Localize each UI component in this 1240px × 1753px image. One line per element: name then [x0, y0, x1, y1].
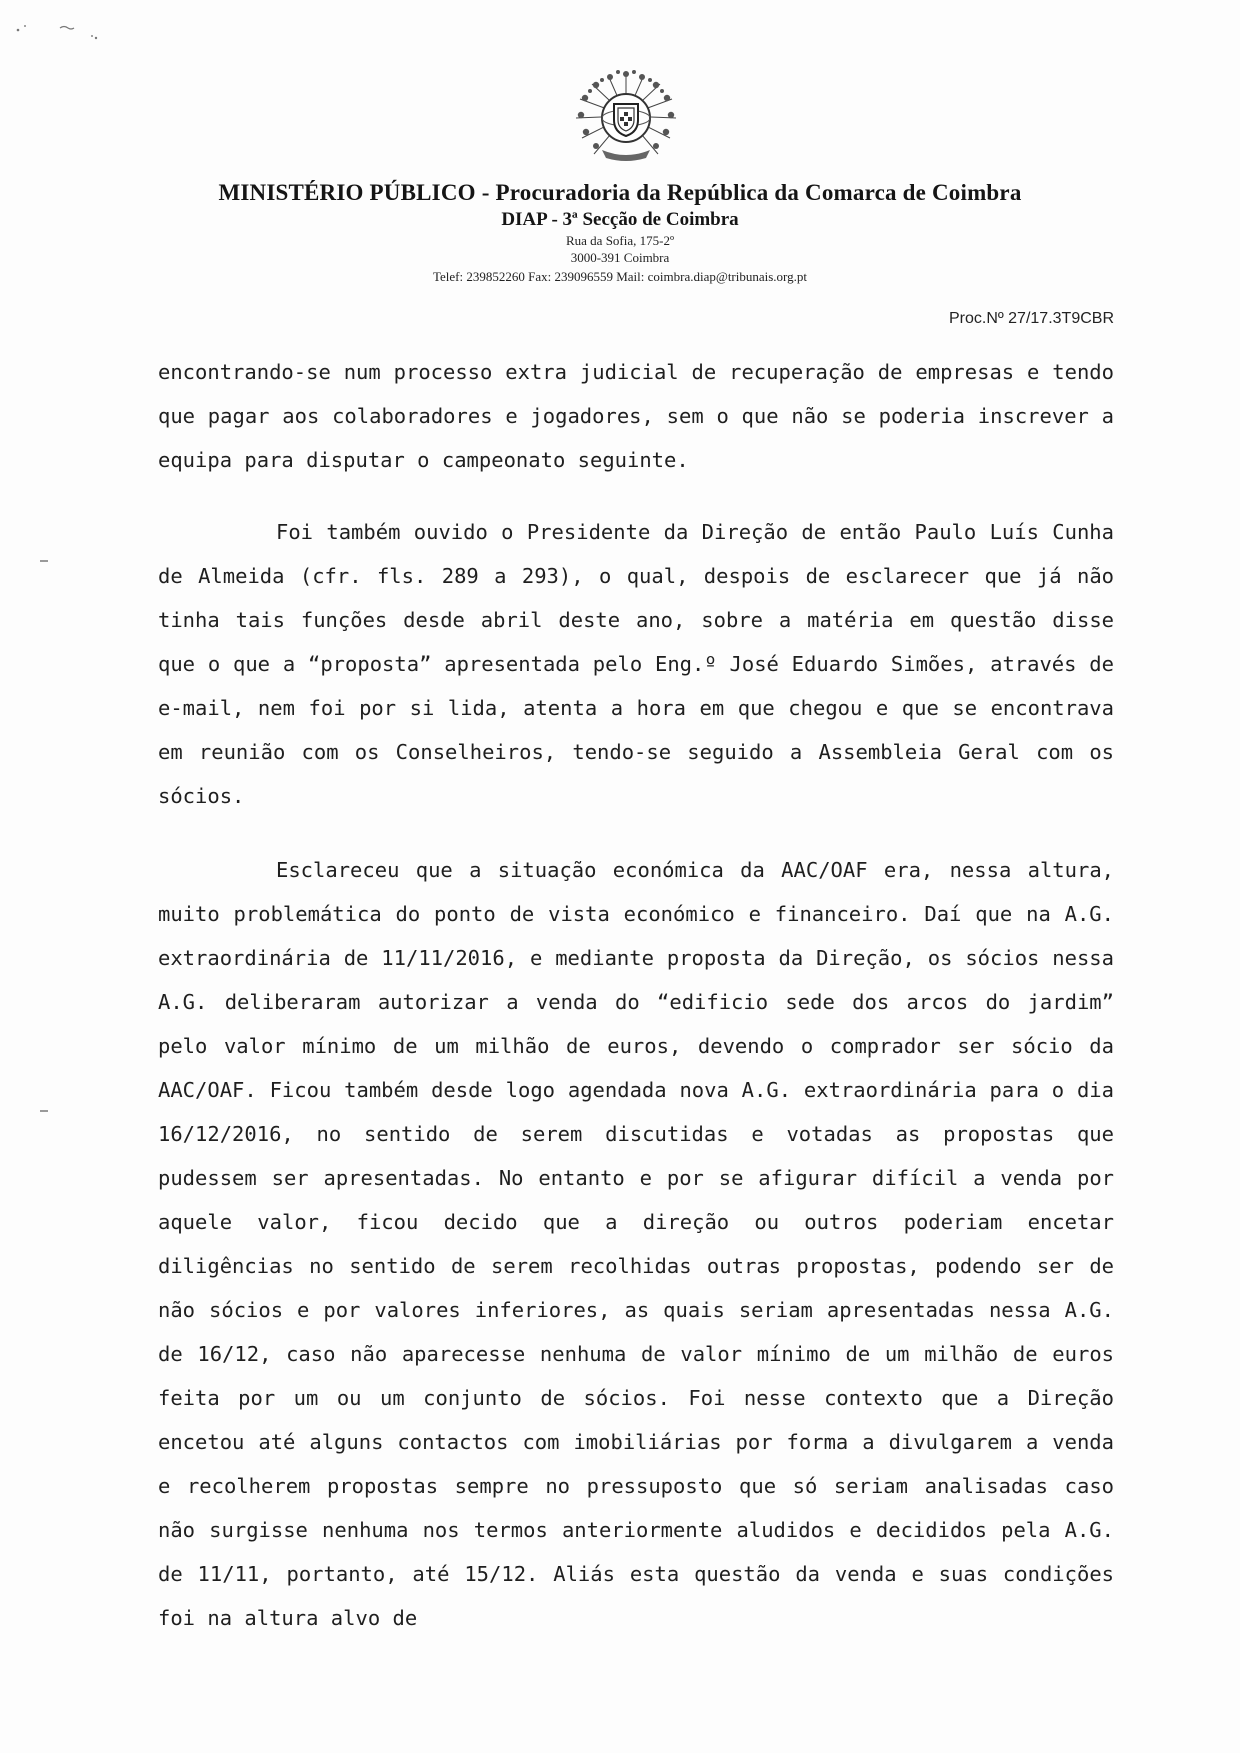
process-reference: Proc.Nº 27/17.3T9CBR [948, 310, 1114, 327]
coat-of-arms-emblem [566, 66, 686, 176]
letterhead [0, 178, 1240, 285]
margin-mark [40, 1110, 48, 1112]
document-body [158, 350, 1114, 1640]
body-paragraph: Esclareceu que a situação económica da AAC/OAF era, nessa altura, muito problemática do ponto de vista económico e financeiro. Daí que na A.G. extraordinária de 11/11/2016, e mediante proposta da Direção, os sócios nessa A.G. deliberaram autorizar a venda do “edificio sede dos arcos do jardim” pelo valor mínimo de um milhão de euros, devendo o comprador ser sócio da AAC/OAF. Ficou também desde logo agendada nova A.G. extraordinária para o dia 16/12/2016, no sentido de serem discutidas e votadas as propostas que pudessem ser apresentadas. No entanto e por se afigurar difícil a venda por aquele valor, ficou decido que a direção ou outros poderiam encetar diligências no sentido de serem recolhidas outras propostas, podendo ser de não sócios e por valores inferiores, as quais seriam apresentadas nessa A.G. de 16/12, caso não aparecesse nenhuma de valor mínimo de um milhão de euros feita por um ou um conjunto de sócios. Foi nesse contexto que a Direção encetou até alguns contactos com imobiliárias por forma a divulgarem a venda e recolherem propostas sempre no pressuposto que só seriam analisadas caso não surgisse nenhuma nos termos anteriormente aludidos e decididos pela A.G. de 11/11, portanto, até 15/12. Aliás esta questão da venda e suas condições foi na altura alvo de [158, 858, 1114, 1630]
address-city: 3000-391 Coimbra [570, 250, 670, 265]
body-paragraph: Foi também ouvido o Presidente da Direção de então Paulo Luís Cunha de Almeida (cfr. fls. 289 a 293), o qual, despois de esclarecer que já não tinha tais funções desde abril deste ano, sobre a matéria em questão disse que o que a “proposta” apresentada pelo Eng.º José Eduardo Simões, através de e-mail, nem foi por si lida, atenta a hora em que chegou e que se encontrava em reunião com os Conselheiros, tendo-se seguido a Assembleia Geral com os sócios. [158, 520, 1114, 808]
address-street: Rua da Sofia, 175-2º [565, 233, 674, 248]
section-name: DIAP - 3ª Secção de Coimbra [501, 209, 739, 230]
margin-mark [40, 560, 48, 562]
contact-line: Telef: 239852260 Fax: 239096559 Mail: coimbra.diap@tribunais.org.pt [432, 269, 808, 284]
institution-name: MINISTÉRIO PÚBLICO - Procuradoria da República da Comarca de Coimbra [218, 180, 1022, 205]
body-paragraph: encontrando-se num processo extra judicial de recuperação de empresas e tendo que pagar aos colaboradores e jogadores, sem o que não se poderia inscrever a equipa para disputar o campeonato seguinte. [158, 360, 1114, 472]
scan-speckles [8, 16, 108, 46]
